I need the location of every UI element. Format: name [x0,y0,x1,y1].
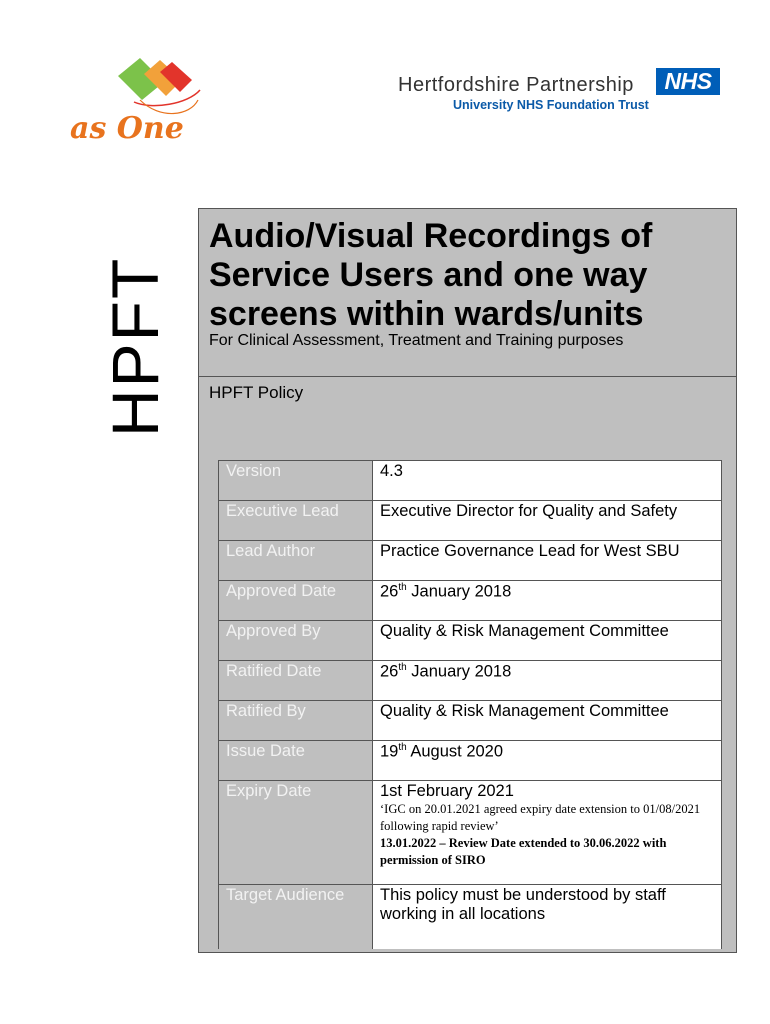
approved-date-value [373,581,722,621]
table-row [219,701,722,741]
document-title: Audio/Visual Recordings of Service Users and one way screens within wards/units [209,217,653,333]
executive-lead-label: Executive Lead [219,501,373,541]
as-one-logo [60,50,210,150]
issue-date-day: 19 [380,742,399,761]
approved-date-day: 26 [380,582,399,601]
table-row [219,661,722,701]
review-date-note: 13.01.2022 – Review Date extended to 30.06.2022 with permission of SIRO [380,836,667,867]
table-row [219,781,722,885]
target-audience-value: This policy must be understood by staff working in all locations [373,885,722,949]
as-one-logo-graphic [60,50,210,150]
issue-date-rest: August 2020 [406,742,504,761]
policy-metadata-table [218,460,722,949]
document-cover-panel [198,208,737,953]
version-value: 4.3 [373,461,722,501]
table-row [219,461,722,501]
table-row [219,621,722,661]
table-row [219,581,722,621]
table-row [219,885,722,949]
approved-date-suffix: th [398,582,407,593]
approved-by-value: Quality & Risk Management Committee [373,621,722,661]
issue-date-label: Issue Date [219,741,373,781]
version-label: Version [219,461,373,501]
document-subtitle: For Clinical Assessment, Treatment and Training purposes [209,332,624,349]
approved-by-label: Approved By [219,621,373,661]
expiry-extension-note: ‘IGC on 20.01.2021 agreed expiry date extension to 01/08/2021 following rapid review’ [380,802,701,833]
org-name: Hertfordshire Partnership [398,74,634,96]
nhs-logo: NHS [656,68,720,95]
approved-date-label: Approved Date [219,581,373,621]
hpft-logo [395,66,725,118]
lead-author-label: Lead Author [219,541,373,581]
target-audience-label: Target Audience [219,885,373,949]
approved-date-rest: January 2018 [406,582,512,601]
expiry-date-label: Expiry Date [219,781,373,885]
ratified-date-value [373,661,722,701]
ratified-date-rest: January 2018 [406,662,512,681]
ratified-date-label: Ratified Date [219,661,373,701]
executive-lead-value: Executive Director for Quality and Safety [373,501,722,541]
lead-author-value: Practice Governance Lead for West SBU [373,541,722,581]
ratified-date-day: 26 [380,662,399,681]
table-row [219,541,722,581]
expiry-date-value: 1st February 2021 [380,782,514,800]
ratified-date-suffix: th [398,662,407,673]
org-subtitle: University NHS Foundation Trust [453,98,649,112]
expiry-date-value-cell [373,781,722,885]
issue-date-value [373,741,722,781]
ratified-by-value: Quality & Risk Management Committee [373,701,722,741]
document-type: HPFT Policy [209,383,304,402]
as-one-logo-text: as One [70,111,184,146]
title-block [199,209,736,377]
table-row [219,741,722,781]
issue-date-suffix: th [398,742,407,753]
ratified-by-label: Ratified By [219,701,373,741]
table-row [219,501,722,541]
side-label: HPFT [98,256,172,437]
